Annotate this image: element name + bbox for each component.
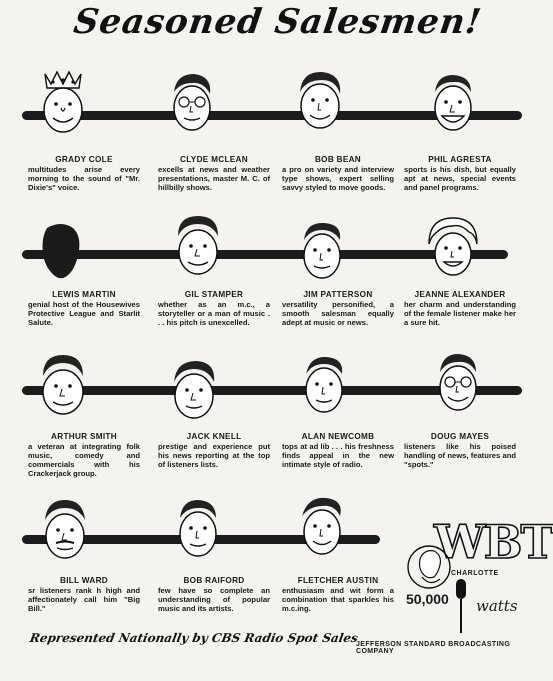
caricature-grady-cole xyxy=(35,70,91,136)
salesman-name: ALAN NEWCOMB xyxy=(301,432,375,441)
representation-line: Represented Nationally by CBS Radio Spot Sales xyxy=(28,631,360,645)
salesman-blurb: versatility personified, a smooth salesman equally adept at music or news. xyxy=(282,300,394,327)
headline: Seasoned Salesmen! xyxy=(71,2,485,42)
wbt-station-logo xyxy=(396,515,553,637)
salesman-entry xyxy=(28,290,140,327)
salesman-name: JIM PATTERSON xyxy=(303,290,373,299)
salesman-entry xyxy=(404,432,516,469)
salesman-name: LEWIS MARTIN xyxy=(52,290,116,299)
caricature-jack-knell xyxy=(166,356,222,422)
salesman-entry xyxy=(282,155,394,192)
salesman-entry xyxy=(404,155,516,192)
caricature-bob-raiford xyxy=(170,496,226,562)
salesman-entry xyxy=(158,576,270,613)
caricature-bob-bean xyxy=(292,68,348,134)
salesman-entry xyxy=(404,290,516,327)
salesman-blurb: sports is his dish, but equally apt at news, special events and panel programs. xyxy=(404,165,516,192)
caricature-phil-agresta xyxy=(425,70,481,136)
salesman-entry xyxy=(158,432,270,469)
salesman-blurb: listeners like his poised handling of news, features and "spots." xyxy=(404,442,516,469)
salesman-name: DOUG MAYES xyxy=(430,432,490,441)
salesman-entry xyxy=(28,576,140,613)
salesman-blurb: a pro on variety and interview type shows, expert selling savvy styled to move goods. xyxy=(282,165,394,192)
salesman-name: CLYDE MCLEAN xyxy=(180,155,248,164)
caricature-alan-newcomb xyxy=(296,352,352,418)
caricature-jeanne-alexander xyxy=(425,214,481,280)
caricature-clyde-mclean xyxy=(164,70,220,136)
salesman-blurb: enthusiasm and wit form a combination that sparkles his m.c.ing. xyxy=(282,586,394,613)
salesman-blurb: excells at news and weather presentations, master M. C. of hillbilly shows. xyxy=(158,165,270,192)
salesman-blurb: whether as an m.c., a storyteller or a man of music . . . his pitch is unexcelled. xyxy=(158,300,270,327)
salesman-blurb: multitudes arise every morning to the sound of "Mr. Dixie's" voice. xyxy=(28,165,140,192)
salesman-name: BOB BEAN xyxy=(314,155,362,164)
company-name: JEFFERSON STANDARD BROADCASTING COMPANY xyxy=(356,641,511,655)
power-unit: watts xyxy=(476,597,518,615)
salesman-entry xyxy=(28,155,140,192)
salesman-name: BOB RAIFORD xyxy=(183,576,245,585)
caricature-arthur-smith xyxy=(35,352,91,418)
salesman-name: GRADY COLE xyxy=(55,155,113,164)
salesman-name: GIL STAMPER xyxy=(184,290,244,299)
salesman-entry xyxy=(282,432,394,469)
salesman-entry xyxy=(282,576,394,613)
salesman-entry xyxy=(282,290,394,327)
station-city: CHARLOTTE xyxy=(451,570,499,577)
salesman-name: JEANNE ALEXANDER xyxy=(414,290,506,299)
caricature-gil-stamper xyxy=(170,212,226,278)
salesman-name: PHIL AGRESTA xyxy=(428,155,492,164)
salesman-blurb: sr listeners rank h high and affectionately call him "Big Bill." xyxy=(28,586,140,613)
caricature-fletcher-austin xyxy=(294,494,350,560)
microphone-icon xyxy=(452,577,470,635)
call-letters: WBT xyxy=(434,515,553,569)
caricature-doug-mayes xyxy=(430,350,486,416)
salesman-blurb: tops at ad lib . . . his freshness finds appeal in the new intimate style of radio. xyxy=(282,442,394,469)
salesman-name: ARTHUR SMITH xyxy=(51,432,117,441)
salesman-name: JACK KNELL xyxy=(186,432,242,441)
caricature-bill-ward xyxy=(37,496,93,562)
caricature-jim-patterson xyxy=(294,218,350,284)
salesman-blurb: prestige and experience put his news reporting at the top of listeners lists. xyxy=(158,442,270,469)
salesman-entry xyxy=(158,290,270,327)
salesman-name: BILL WARD xyxy=(59,576,109,585)
salesman-entry xyxy=(28,432,140,478)
salesman-blurb: her charm and understanding of the female listener make her a sure hit. xyxy=(404,300,516,327)
salesman-blurb: genial host of the Housewives Protective League and Starlit Salute. xyxy=(28,300,140,327)
silhouette-lewis-martin xyxy=(33,220,89,286)
station-power: 50,000 xyxy=(406,591,449,607)
salesman-entry xyxy=(158,155,270,192)
salesman-blurb: few have so complete an understanding of popular music and its artists. xyxy=(158,586,270,613)
salesman-blurb: a veteran at integrating folk music, comedy and commercials with his Crackerjack group. xyxy=(28,442,140,478)
salesman-name: FLETCHER AUSTIN xyxy=(297,576,379,585)
